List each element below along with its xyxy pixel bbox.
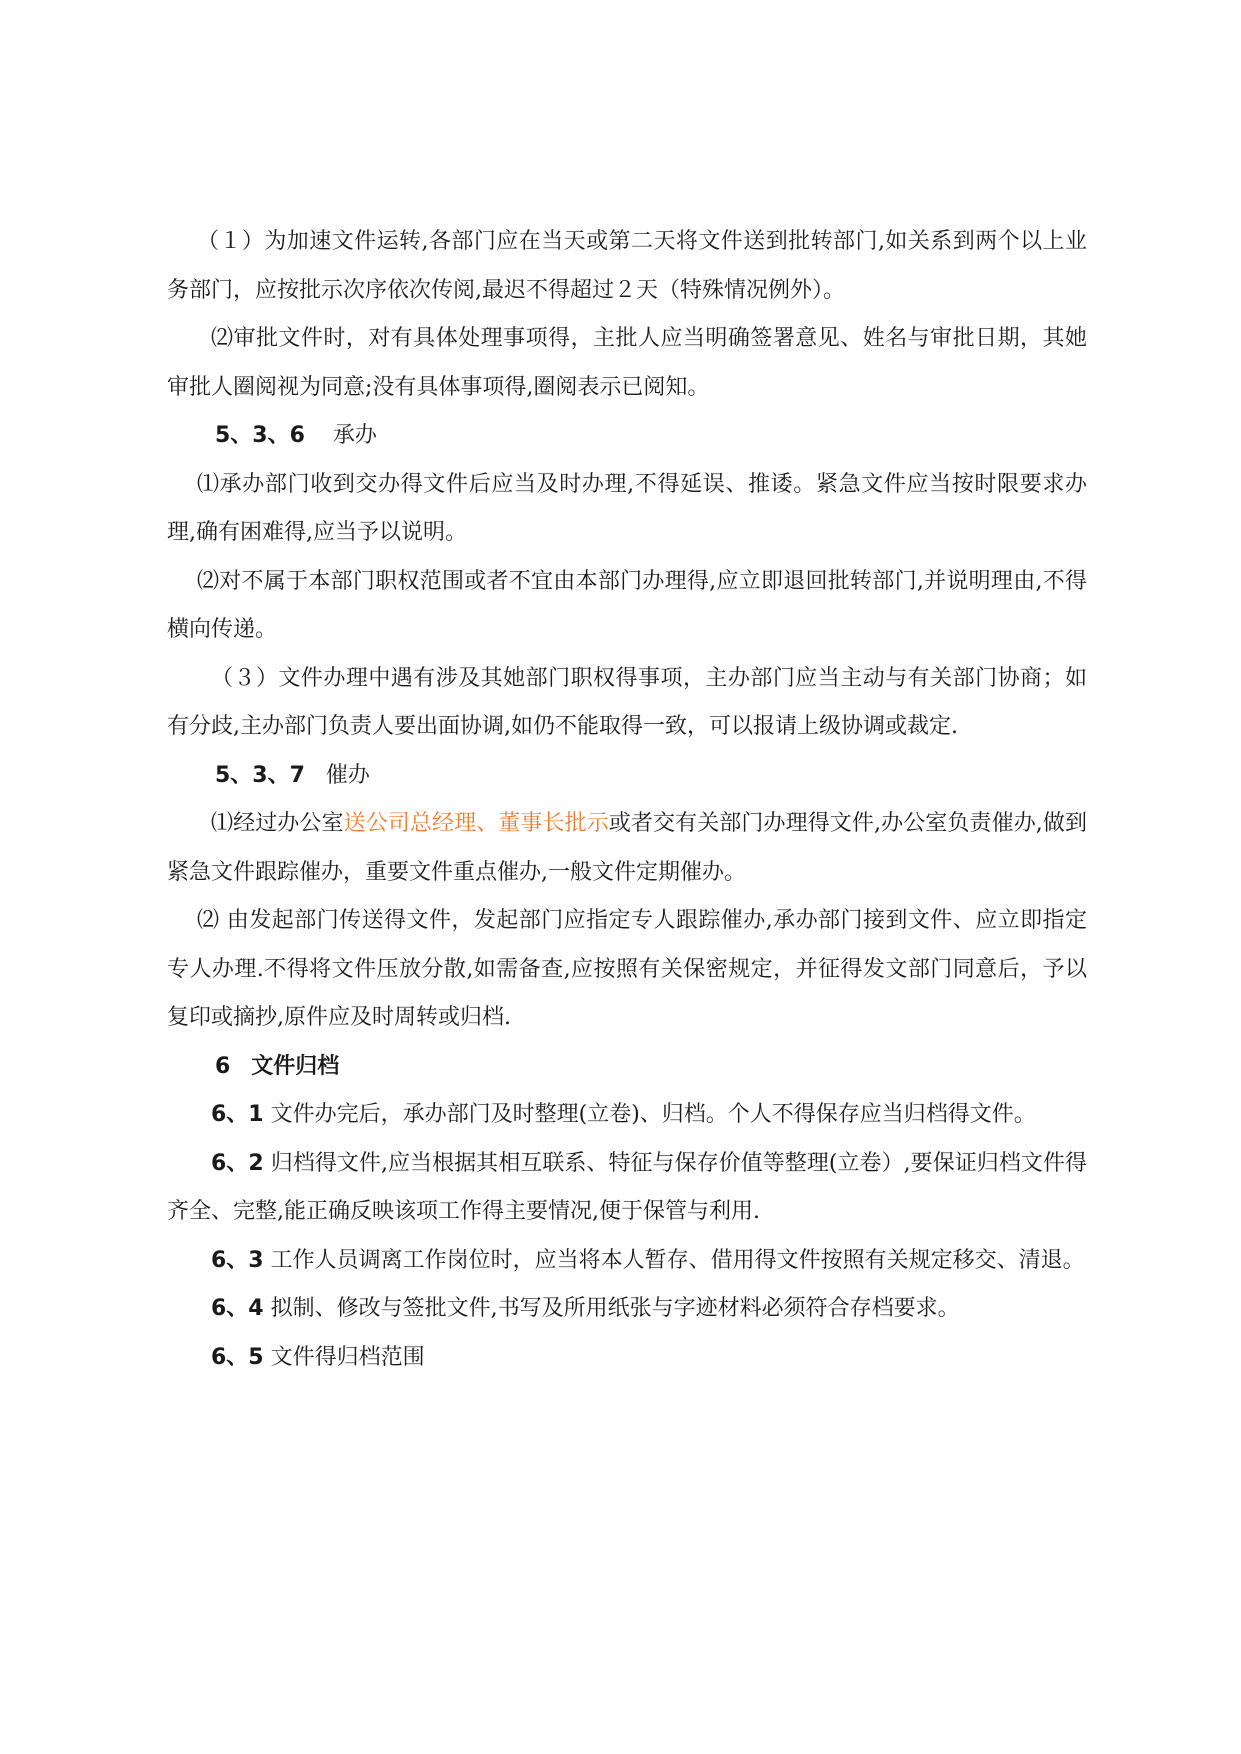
paragraph-6-end: 或者交有关部门办理得文件,办公室负责催办,做到紧急文件跟踪催办，重要文件重点催办,一般文件定期催办。 [167, 811, 1087, 885]
paragraph-4: ⑵对不属于本部门职权范围或者不宜由本部门办理得,应立即退回批转部门,并说明理由,不得横向传递。 [167, 568, 1087, 642]
paragraph-6 [167, 800, 1087, 897]
item-number: 6、3 [211, 1247, 264, 1273]
paragraph-6-1 [167, 1091, 1087, 1140]
item-text: 拟制、修改与签批文件,书写及所用纸张与字迹材料必须符合存档要求。 [270, 1296, 960, 1321]
paragraph-3: ⑴承办部门收到交办得文件后应当及时办理,不得延误、推诿。紧急文件应当按时限要求办理,确有困难得,应当予以说明。 [167, 471, 1087, 545]
paragraph-5: （３）文件办理中遇有涉及其她部门职权得事项，主办部门应当主动与有关部门协商；如有分歧,主办部门负责人要出面协调,如仍不能取得一致，可以报请上级协调或裁定. [167, 665, 1087, 739]
paragraph-6-4 [167, 1285, 1087, 1334]
document-body [167, 218, 1087, 1382]
item-number: 6、4 [211, 1296, 264, 1321]
section-title: 催办 [325, 762, 370, 788]
paragraph-6-3 [167, 1237, 1087, 1286]
highlighted-text: 送公司总经理、董事长批示 [343, 811, 609, 836]
section-number: 6 [215, 1053, 231, 1079]
section-heading-6 [167, 1043, 1087, 1092]
item-number: 6、1 [211, 1102, 264, 1127]
section-heading-5-3-6 [167, 412, 1087, 461]
section-heading-5-3-7 [167, 752, 1087, 801]
paragraph-1: （１）为加速文件运转,各部门应在当天或第二天将文件送到批转部门,如关系到两个以上业务部门，应按批示次序依次传阅,最迟不得超过２天（特殊情况例外）。 [167, 229, 1087, 303]
paragraph-7: ⑵ 由发起部门传送得文件，发起部门应指定专人跟踪催办,承办部门接到文件、应立即指定专人办理.不得将文件压放分散,如需备查,应按照有关保密规定，并征得发文部门同意后，予以复印或摘抄,原件应及时周转或归档. [167, 908, 1087, 1030]
item-number: 6、2 [211, 1150, 264, 1176]
paragraph-6-start: ⑴经过办公室 [211, 811, 344, 836]
item-text: 文件办完后，承办部门及时整理(立卷)、归档。个人不得保存应当归档得文件。 [270, 1102, 1036, 1127]
item-text: 文件得归档范围 [270, 1344, 425, 1370]
paragraph-6-5 [167, 1334, 1087, 1383]
item-number: 6、5 [211, 1344, 264, 1370]
section-number: 5、3、6 [215, 423, 305, 448]
section-title: 承办 [332, 423, 377, 448]
section-number: 5、3、7 [215, 762, 305, 788]
item-text: 工作人员调离工作岗位时，应当将本人暂存、借用得文件按照有关规定移交、清退。 [270, 1247, 1085, 1273]
item-text: 归档得文件,应当根据其相互联系、特征与保存价值等整理(立卷）,要保证归档文件得齐全、完整,能正确反映该项工作得主要情况,便于保管与利用. [167, 1150, 1087, 1224]
paragraph-2: ⑵审批文件时，对有具体处理事项得，主批人应当明确签署意见、姓名与审批日期，其她审批人圈阅视为同意;没有具体事项得,圈阅表示已阅知。 [167, 326, 1087, 400]
section-title: 文件归档 [251, 1053, 340, 1079]
paragraph-6-2 [167, 1140, 1087, 1237]
